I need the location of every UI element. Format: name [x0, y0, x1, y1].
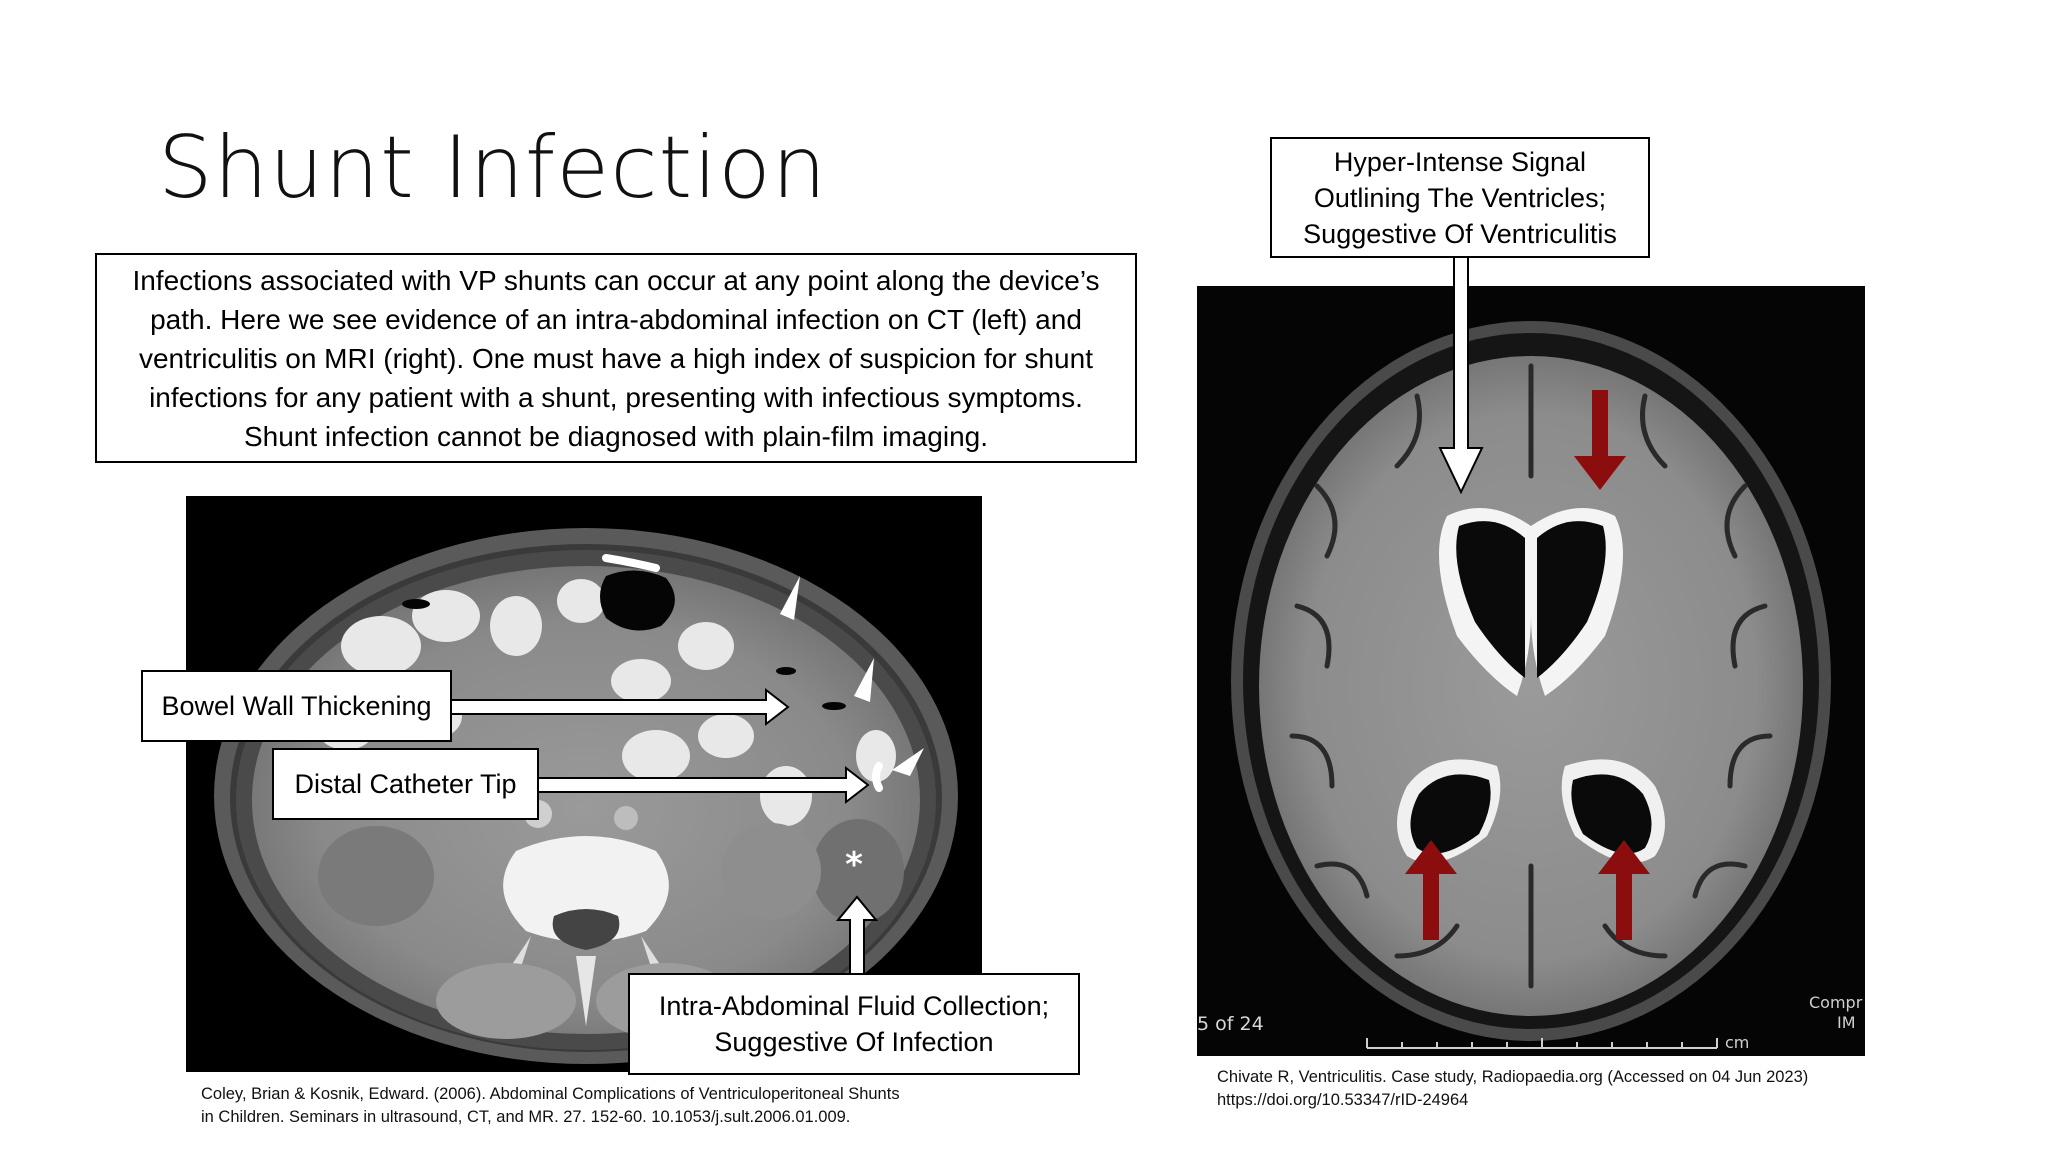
ct-citation-line: in Children. Seminars in ultrasound, CT, and MR. 27. 152-60. 10.1053/j.sult.2006.01.009.	[201, 1108, 851, 1126]
ventriculitis-callout-line: Outlining The Ventricles;	[1313, 182, 1607, 213]
distal-catheter-tip-callout: Distal Catheter Tip	[272, 748, 539, 820]
corner-label-im: IM	[1837, 1013, 1856, 1032]
ventriculitis-callout	[1270, 137, 1650, 258]
fluid-collection-callout	[628, 973, 1080, 1075]
fluid-callout-line: Suggestive Of Infection	[714, 1027, 994, 1057]
bowel-wall-thickening-callout: Bowel Wall Thickening	[141, 670, 452, 742]
mri-citation-line: https://doi.org/10.53347/rID-24964	[1217, 1091, 1469, 1109]
ct-citation	[201, 1083, 900, 1129]
fluid-callout-line: Intra-Abdominal Fluid Collection;	[658, 991, 1050, 1021]
corner-label-compr: Compr	[1809, 993, 1863, 1012]
mri-citation-line: Chivate R, Ventriculitis. Case study, Radiopaedia.org (Accessed on 04 Jun 2023)	[1217, 1068, 1809, 1086]
mri-brain-image	[1197, 286, 1865, 1056]
ventriculitis-callout-line: Suggestive Of Ventriculitis	[1303, 218, 1617, 249]
summary-line: infections for any patient with a shunt, presenting with infectious symptoms.	[149, 381, 1083, 413]
summary-text-box	[95, 253, 1137, 463]
mri-brain-drawing	[1197, 286, 1865, 1056]
fluid-asterisk-marker: *	[845, 845, 863, 885]
slide-title: Shunt Infection	[158, 118, 828, 218]
slice-number-label: 5 of 24	[1197, 1013, 1264, 1035]
summary-line: path. Here we see evidence of an intra-abdominal infection on CT (left) and	[150, 303, 1082, 335]
mri-citation	[1217, 1066, 1808, 1112]
ct-citation-line: Coley, Brian & Kosnik, Edward. (2006). Abdominal Complications of Ventriculoperitoneal Shunts	[201, 1085, 900, 1103]
summary-line: ventriculitis on MRI (right). One must have a high index of suspicion for shunt	[138, 342, 1093, 374]
summary-line: Shunt infection cannot be diagnosed with plain-film imaging.	[243, 420, 988, 452]
summary-line: Infections associated with VP shunts can occur at any point along the device’s	[132, 264, 1100, 296]
ventriculitis-callout-line: Hyper-Intense Signal	[1333, 146, 1587, 177]
scale-unit-label: cm	[1725, 1033, 1750, 1052]
